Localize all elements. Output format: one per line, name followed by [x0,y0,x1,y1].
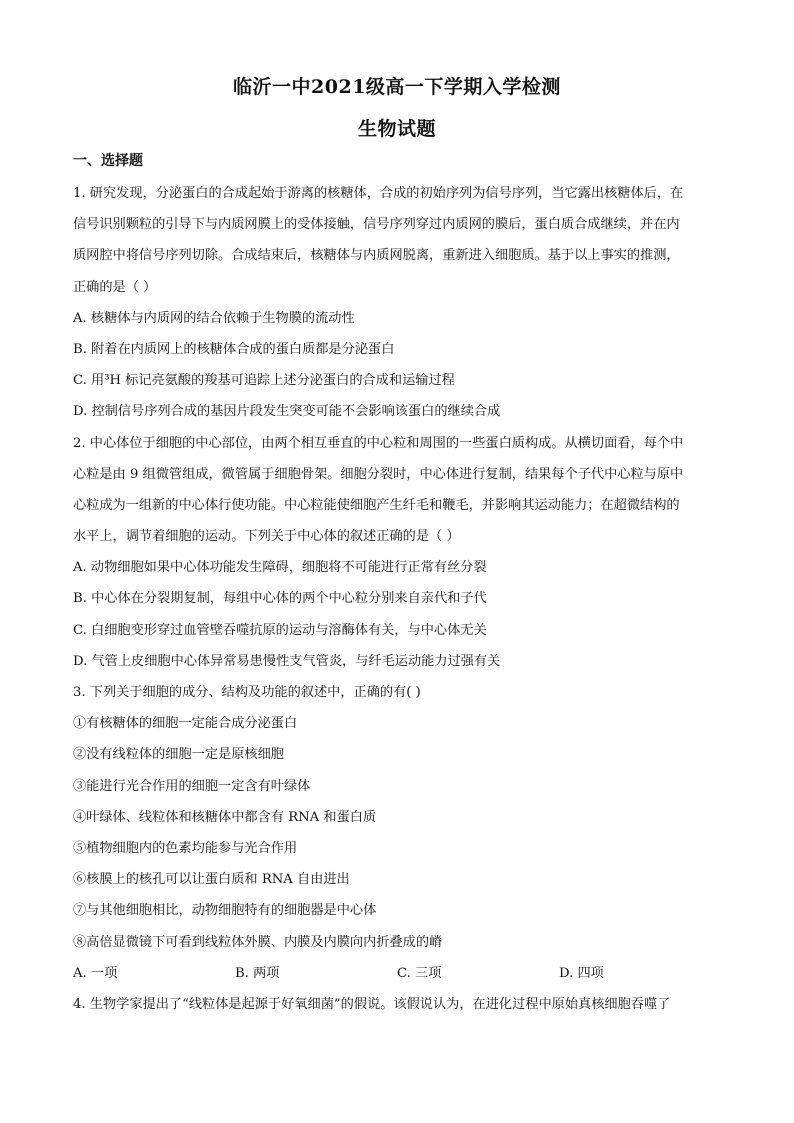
option-a: A. 核糖体与内质网的结合依赖于生物膜的流动性 [73,310,355,326]
page-subtitle: 生物试题 [357,118,436,140]
option-b: B. 附着在内质网上的核糖体合成的蛋白质都是分泌蛋白 [73,341,395,357]
statement-7: ⑦与其他细胞相比，动物细胞特有的细胞器是中心体 [73,903,377,919]
option-d: D. 四项 [559,965,604,981]
question-stem-line: 正确的是（ ） [73,279,157,295]
option-b: B. 中心体在分裂期复制，每组中心体的两个中心粒分别来自亲代和子代 [73,591,487,607]
question-stem-line: 2. 中心体位于细胞的中心部位，由两个相互垂直的中心粒和周围的一些蛋白质构成。从横切面看，每个中 [73,435,684,451]
question-stem-line: 心粒是由 9 组微管组成，微管属于细胞骨架。细胞分裂时，中心体进行复制，结果每个子代中心粒与原中 [73,466,684,482]
option-c: C. 白细胞变形穿过血管壁吞噬抗原的运动与溶酶体有关，与中心体无关 [73,622,487,638]
option-d: D. 控制信号序列合成的基因片段发生突变可能不会影响该蛋白的继续合成 [73,404,501,420]
options-row [73,958,723,989]
page-title: 临沂一中2021级高一下学期入学检测 [233,76,561,98]
question-3 [73,677,723,989]
question-stem-line: 水平上，调节着细胞的运动。下列关于中心体的叙述正确的是（ ） [73,529,460,545]
question-stem-line: 心粒成为一组新的中心体行使功能。中心粒能使细胞产生纤毛和鞭毛，并影响其运动能力；在超微结构的 [73,497,680,513]
statement-8: ⑧高倍显微镜下可看到线粒体外膜、内膜及内膜向内折叠成的嵴 [73,934,443,950]
section-heading: 一、选择题 [73,153,143,169]
option-c: C. 用³H 标记亮氨酸的羧基可追踪上述分泌蛋白的合成和运输过程 [73,373,455,389]
question-2 [73,428,723,678]
statement-1: ①有核糖体的细胞一定能合成分泌蛋白 [73,716,298,732]
question-1 [73,178,723,428]
question-stem-line: 3. 下列关于细胞的成分、结构及功能的叙述中，正确的有( ) [73,685,421,700]
question-4 [73,989,723,1020]
question-stem-line: 质网腔中将信号序列切除。合成结束后，核糖体与内质网脱离，重新进入细胞质。基于以上事实的推测， [73,248,680,264]
statement-2: ②没有线粒体的细胞一定是原核细胞 [73,747,284,763]
option-b: B. 两项 [235,965,280,981]
option-c: C. 三项 [397,965,442,981]
statement-6: ⑥核膜上的核孔可以让蛋白质和 RNA 自由进出 [73,872,350,888]
question-content [73,178,723,1020]
question-stem-line: 信号识别颗粒的引导下与内质网膜上的受体接触，信号序列穿过内质网的膜后，蛋白质合成继续，并在内 [73,217,680,233]
option-a: A. 一项 [73,965,118,981]
option-d: D. 气管上皮细胞中心体异常易患慢性支气管炎，与纤毛运动能力过强有关 [73,653,501,669]
statement-4: ④叶绿体、线粒体和核糖体中都含有 RNA 和蛋白质 [73,809,377,825]
option-a: A. 动物细胞如果中心体功能发生障碍，细胞将不可能进行正常有丝分裂 [73,560,487,576]
question-stem-line: 1. 研究发现，分泌蛋白的合成起始于游离的核糖体，合成的初始序列为信号序列，当它露出核糖体后，在 [73,186,684,201]
statement-5: ⑤植物细胞内的色素均能参与光合作用 [73,840,298,856]
question-stem-line: 4. 生物学家提出了“线粒体是起源于好氧细菌”的假说。该假说认为，在进化过程中原始真核细胞吞噬了 [73,996,671,1012]
statement-3: ③能进行光合作用的细胞一定含有叶绿体 [73,778,311,794]
